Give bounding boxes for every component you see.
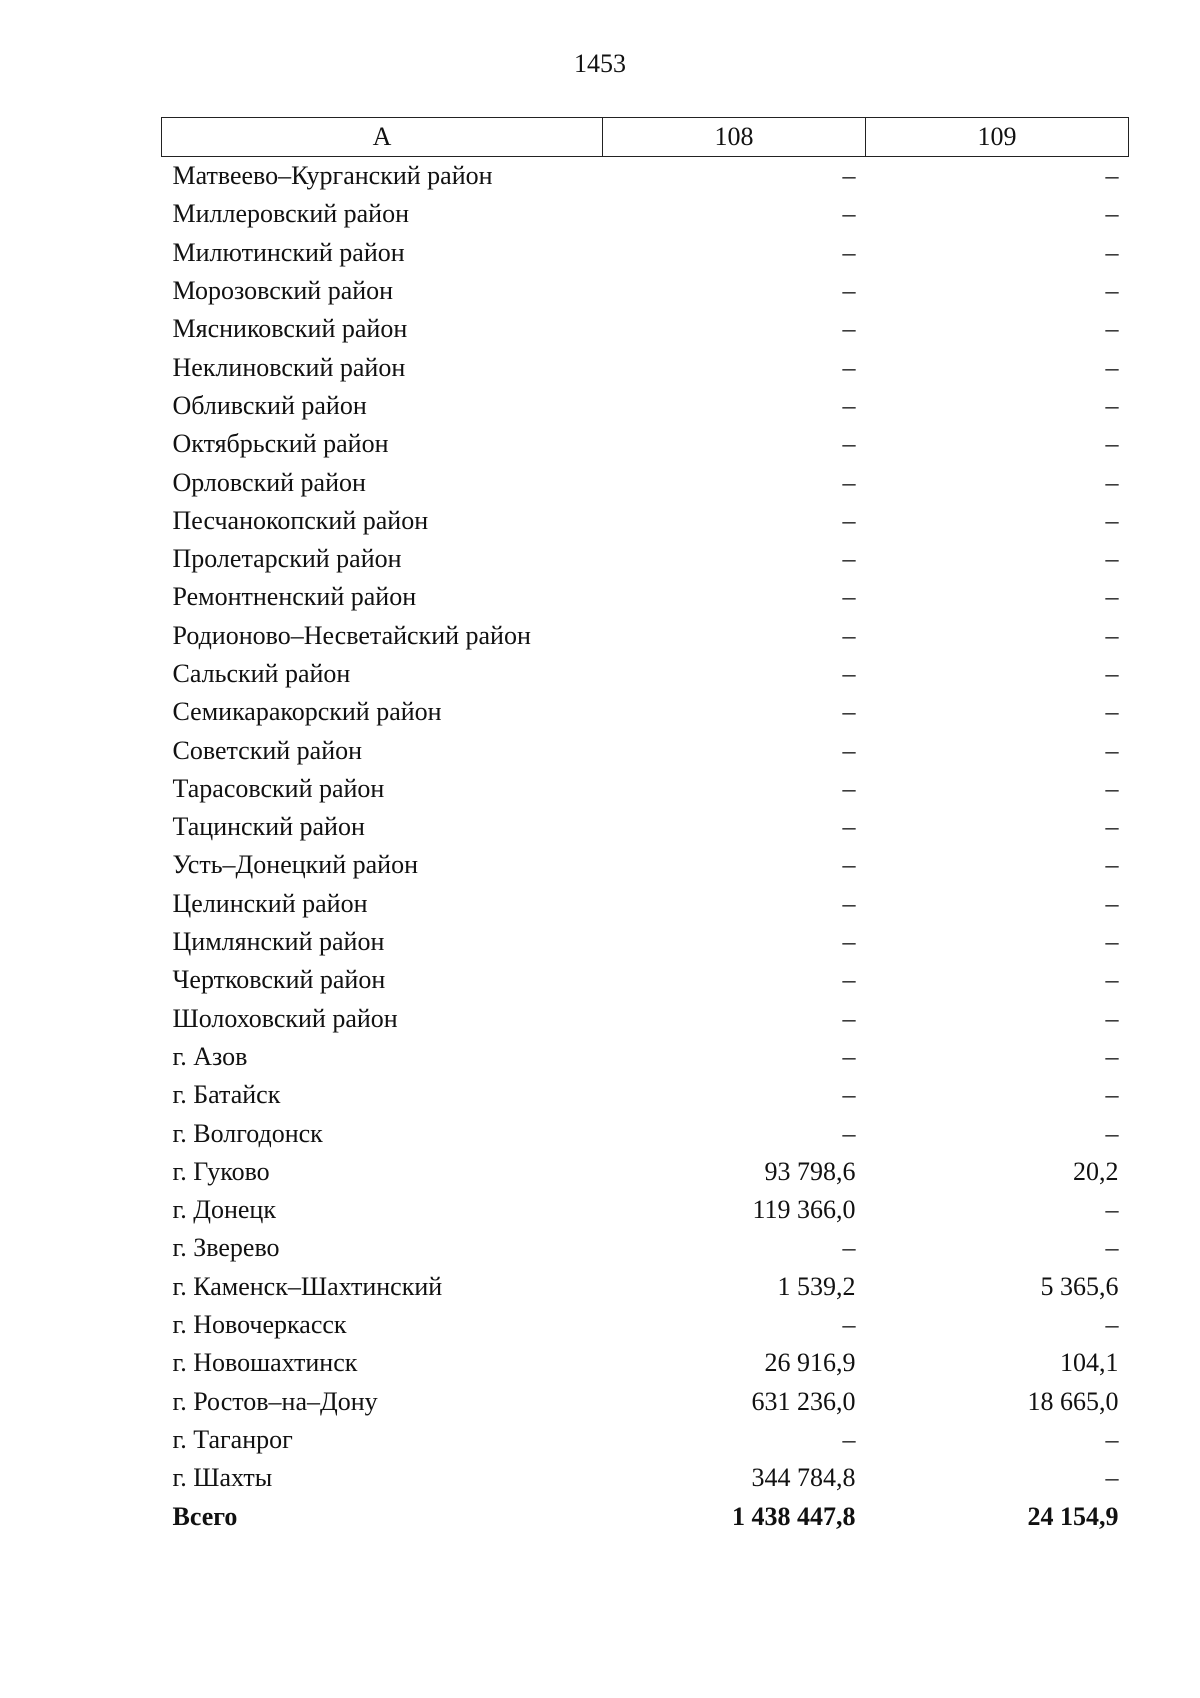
value-109: – (1105, 659, 1119, 688)
value-108: – (842, 773, 856, 803)
table-row (162, 617, 1129, 655)
value-108: – (842, 1424, 856, 1454)
value-109: – (1105, 888, 1119, 918)
value-108: 1 539,2 (777, 1271, 856, 1301)
value-109: – (1105, 505, 1119, 535)
value-108: – (842, 276, 856, 306)
value-109: – (1105, 927, 1119, 957)
value-108: – (842, 429, 856, 459)
row-name: Орловский район (172, 467, 366, 497)
column-header-109: 109 (866, 118, 1129, 157)
row-name: Сальский район (172, 659, 351, 688)
value-109: – (1105, 390, 1119, 420)
value-109: – (1105, 850, 1119, 880)
row-name: Мясниковский район (172, 314, 408, 344)
value-108: 344 784,8 (751, 1463, 856, 1493)
row-name: г. Зверево (172, 1233, 280, 1263)
table-row (162, 1153, 1129, 1191)
table-row (162, 1191, 1129, 1229)
value-109: – (1105, 1233, 1119, 1263)
value-108: – (842, 544, 856, 574)
table-row (162, 846, 1129, 884)
table-row (162, 540, 1129, 578)
value-108: – (842, 582, 856, 612)
total-value-108: 1 438 447,8 (732, 1501, 856, 1531)
value-108: – (842, 659, 856, 688)
row-name: г. Волгодонск (172, 1118, 323, 1148)
table-row (162, 463, 1129, 501)
row-name: г. Батайск (172, 1080, 281, 1110)
row-name: Цимлянский район (172, 927, 385, 957)
value-109: – (1105, 1080, 1119, 1110)
value-108: – (842, 505, 856, 535)
table-row (162, 1076, 1129, 1114)
value-109: – (1105, 544, 1119, 574)
value-108: 93 798,6 (764, 1156, 856, 1186)
value-109: – (1105, 582, 1119, 612)
table-row (162, 1268, 1129, 1306)
row-name: Матвеево–Курганский район (172, 161, 493, 191)
table-row (162, 655, 1129, 693)
value-108: 26 916,9 (764, 1348, 856, 1378)
value-109: – (1105, 1195, 1119, 1225)
value-108: – (842, 927, 856, 957)
value-109: – (1105, 1003, 1119, 1033)
value-108: – (842, 237, 856, 267)
row-name: Неклиновский район (172, 352, 406, 382)
value-109: – (1105, 161, 1119, 191)
row-name: Тацинский район (172, 812, 365, 842)
row-name: Чертковский район (172, 965, 386, 995)
value-108: – (842, 888, 856, 918)
table-row (162, 770, 1129, 808)
row-name: Песчанокопский район (172, 505, 429, 535)
row-name: Миллеровский район (172, 199, 410, 229)
table-row (162, 1229, 1129, 1267)
value-108: – (842, 390, 856, 420)
column-header-a: А (162, 118, 603, 157)
table-row (162, 348, 1129, 386)
table-row (162, 502, 1129, 540)
table-row (162, 195, 1129, 233)
row-name: г. Шахты (172, 1463, 273, 1493)
value-109: – (1105, 1118, 1119, 1148)
value-108: – (842, 812, 856, 842)
value-108: – (842, 1003, 856, 1033)
table-row (162, 1421, 1129, 1459)
value-109: – (1105, 314, 1119, 344)
column-header-108: 108 (603, 118, 866, 157)
value-109: – (1105, 237, 1119, 267)
value-108: – (842, 1041, 856, 1071)
page-number: 1453 (574, 49, 626, 78)
row-name: г. Каменск–Шахтинский (172, 1271, 443, 1301)
value-109: – (1105, 1463, 1119, 1493)
value-109: – (1105, 697, 1119, 727)
table-body (162, 157, 1129, 1536)
value-108: – (842, 1310, 856, 1340)
total-value-109: 24 154,9 (1027, 1501, 1119, 1531)
value-108: – (842, 965, 856, 995)
row-name: Советский район (172, 735, 363, 765)
table-row (162, 1038, 1129, 1076)
row-name: Родионово–Несветайский район (172, 620, 531, 650)
table-row (162, 885, 1129, 923)
table-row (162, 157, 1129, 196)
value-108: – (842, 161, 856, 191)
table-row (162, 387, 1129, 425)
table-row (162, 1000, 1129, 1038)
value-109: – (1105, 1310, 1119, 1340)
value-108: 631 236,0 (751, 1386, 856, 1416)
row-name: Целинский район (172, 888, 368, 918)
row-name: г. Новошахтинск (172, 1348, 358, 1378)
row-name: Морозовский район (172, 276, 394, 306)
value-108: 119 366,0 (752, 1195, 856, 1225)
value-109: 20,2 (1073, 1156, 1119, 1186)
row-name: Ремонтненский район (172, 582, 417, 612)
table-row (162, 1306, 1129, 1344)
row-name: г. Новочеркасск (172, 1310, 347, 1340)
table-row (162, 693, 1129, 731)
row-name: Шолоховский район (172, 1003, 398, 1033)
value-108: – (842, 850, 856, 880)
row-name: Октябрьский район (172, 429, 389, 459)
table-row (162, 578, 1129, 616)
table-row (162, 1383, 1129, 1421)
value-108: – (842, 467, 856, 497)
value-109: – (1105, 620, 1119, 650)
table-row (162, 808, 1129, 846)
table-row (162, 1114, 1129, 1152)
value-109: – (1105, 276, 1119, 306)
value-109: – (1105, 812, 1119, 842)
value-108: – (842, 735, 856, 765)
value-108: – (842, 352, 856, 382)
value-109: – (1105, 965, 1119, 995)
value-109: – (1105, 1041, 1119, 1071)
value-109: – (1105, 1424, 1119, 1454)
value-109: 5 365,6 (1040, 1271, 1119, 1301)
row-name: Семикаракорский район (172, 697, 442, 727)
value-109: – (1105, 352, 1119, 382)
value-109: – (1105, 467, 1119, 497)
value-108: – (842, 1118, 856, 1148)
table-row (162, 1459, 1129, 1497)
table-row (162, 923, 1129, 961)
row-name: г. Азов (172, 1041, 248, 1071)
value-108: – (842, 1233, 856, 1263)
row-name: Усть–Донецкий район (172, 850, 418, 880)
data-table (161, 117, 1129, 1536)
table-row (162, 425, 1129, 463)
row-name: Милютинский район (172, 237, 405, 267)
value-109: 104,1 (1060, 1348, 1119, 1378)
value-108: – (842, 1080, 856, 1110)
total-label: Всего (172, 1501, 238, 1531)
row-name: Обливский район (172, 390, 367, 420)
value-109: – (1105, 773, 1119, 803)
value-109: 18 665,0 (1027, 1386, 1119, 1416)
row-name: г. Таганрог (172, 1424, 293, 1454)
value-108: – (842, 199, 856, 229)
table-row (162, 961, 1129, 999)
value-108: – (842, 697, 856, 727)
value-108: – (842, 620, 856, 650)
table-row (162, 1344, 1129, 1382)
row-name: Пролетарский район (172, 544, 402, 574)
value-108: – (842, 314, 856, 344)
table-header-row (162, 118, 1129, 157)
row-name: г. Донецк (172, 1195, 276, 1225)
value-109: – (1105, 199, 1119, 229)
table-row (162, 234, 1129, 272)
table-row (162, 731, 1129, 769)
row-name: Тарасовский район (172, 773, 385, 803)
total-row (162, 1497, 1129, 1535)
row-name: г. Гуково (172, 1156, 270, 1186)
row-name: г. Ростов–на–Дону (172, 1386, 378, 1416)
table-row (162, 272, 1129, 310)
table-row (162, 310, 1129, 348)
value-109: – (1105, 735, 1119, 765)
value-109: – (1105, 429, 1119, 459)
